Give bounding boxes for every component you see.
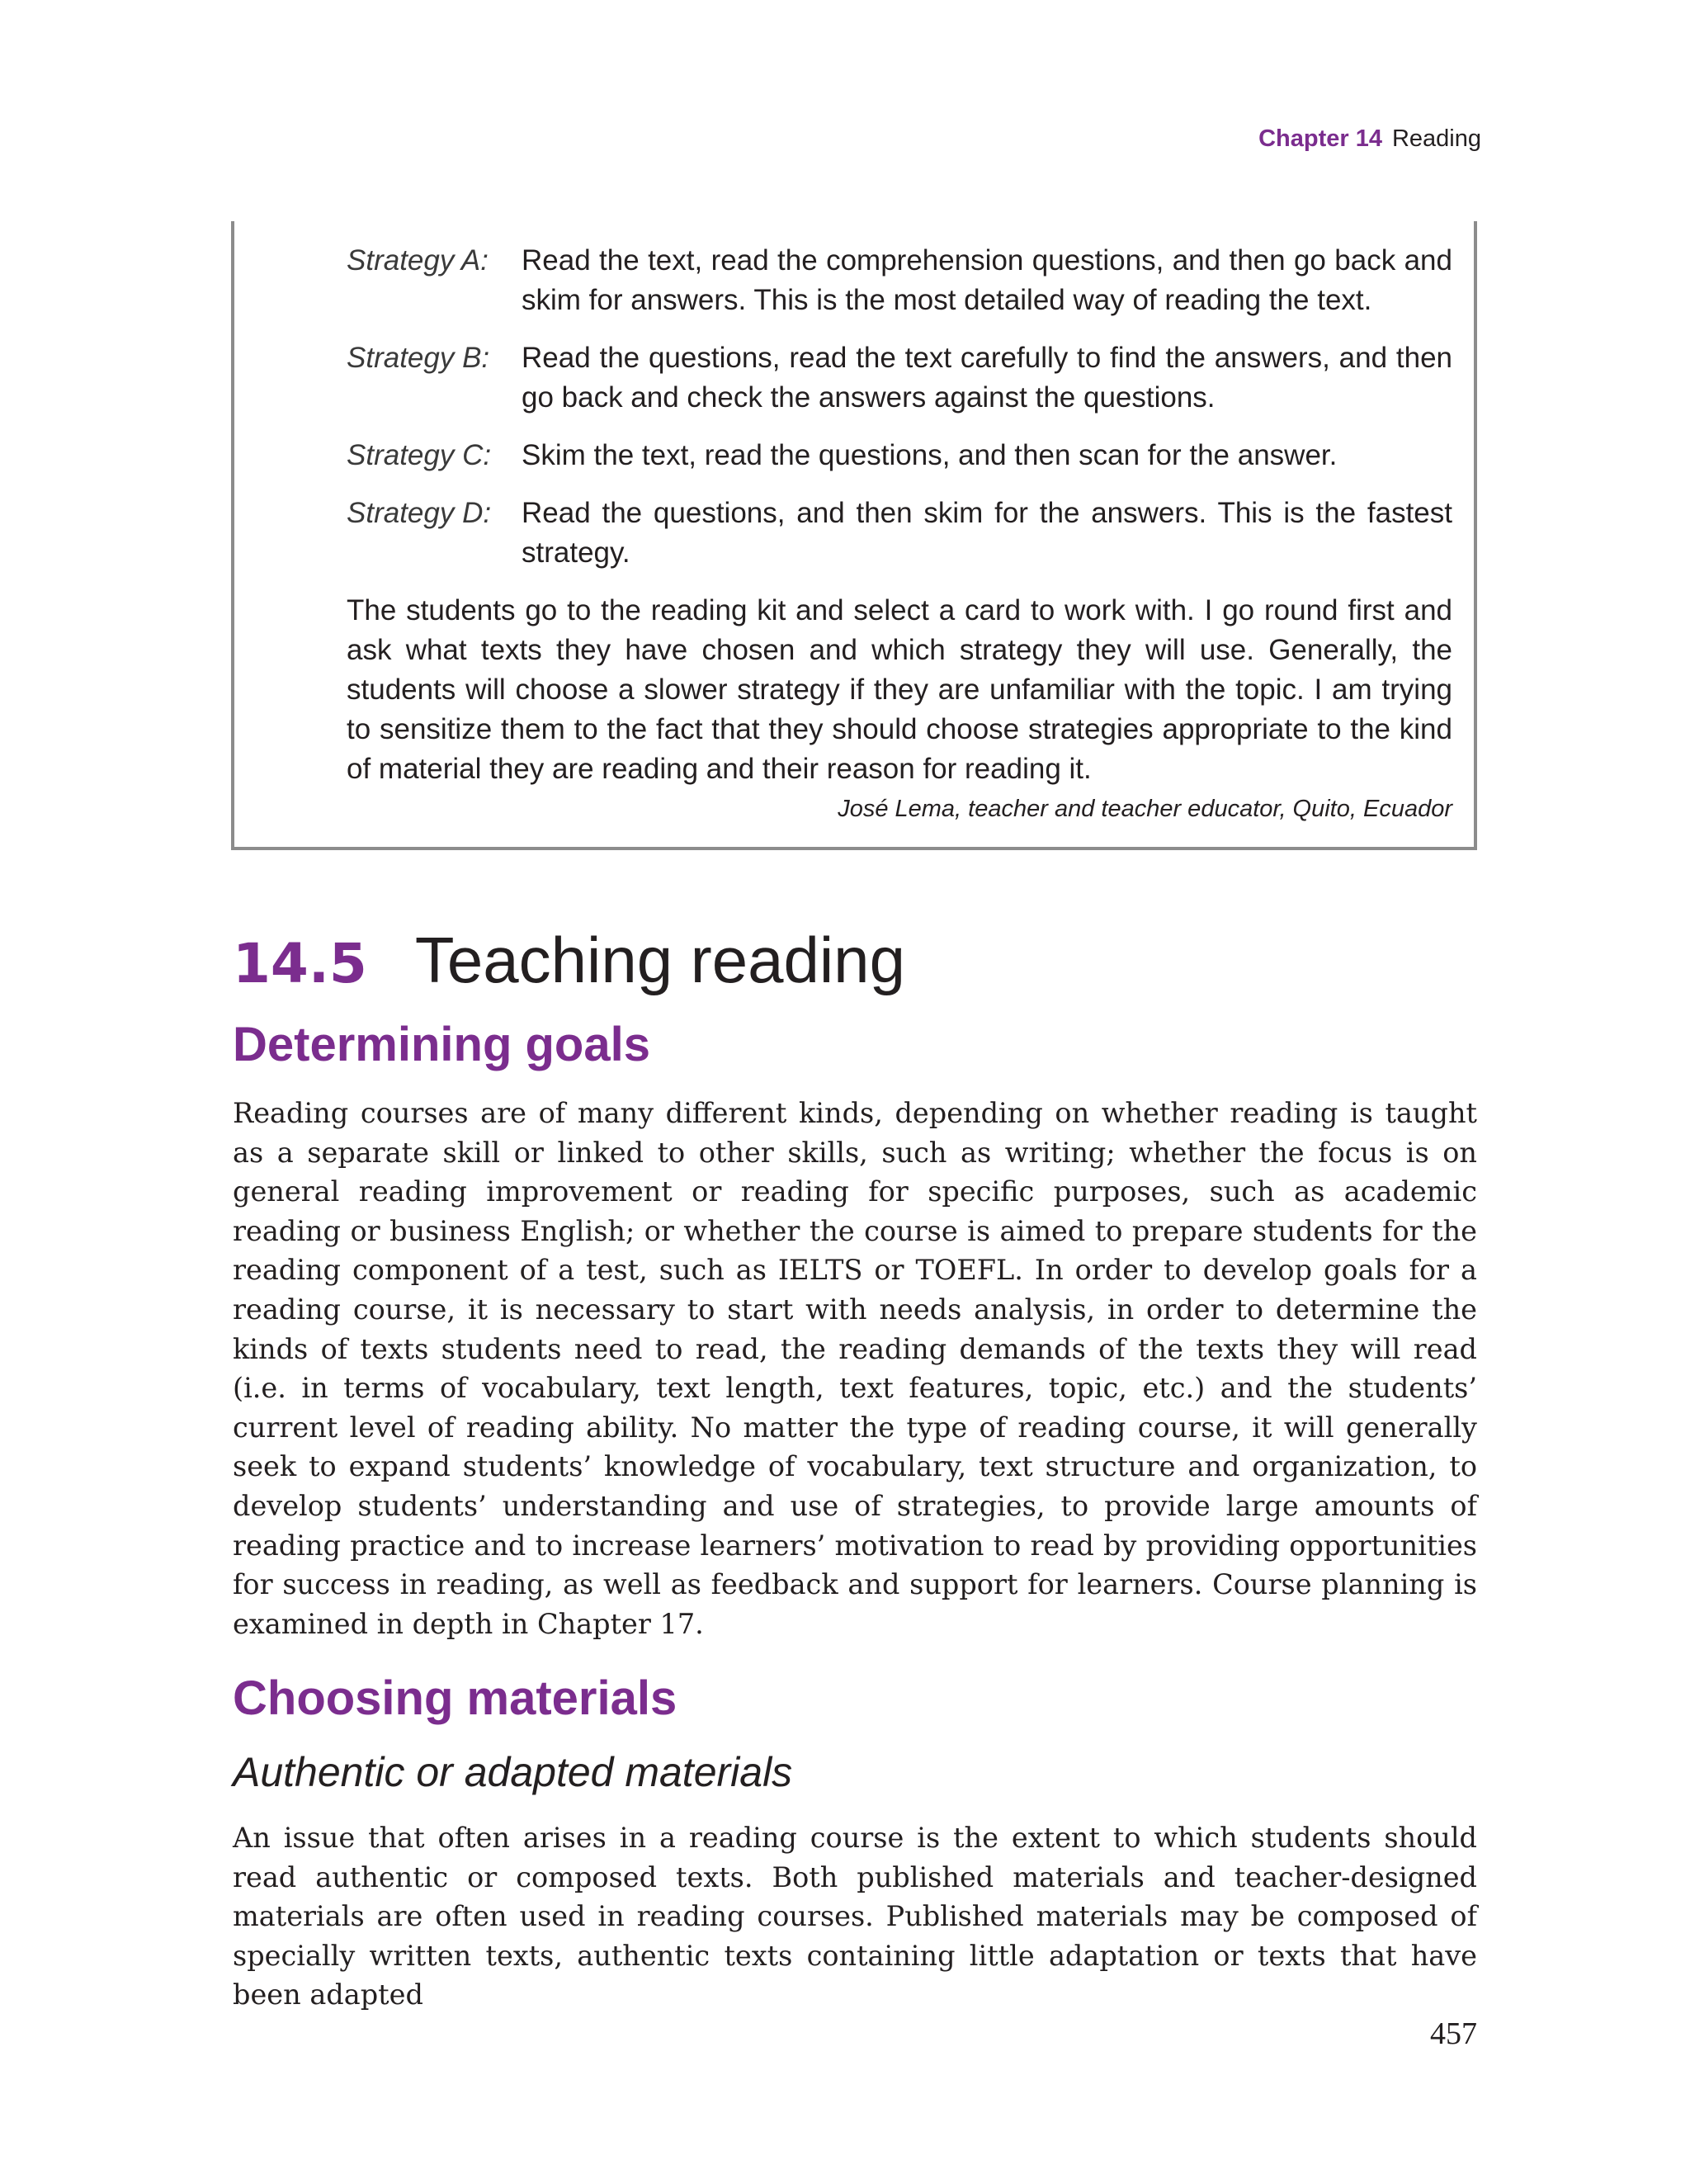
strategy-label: Strategy D: xyxy=(347,497,492,529)
quote-paragraph: The students go to the reading kit and select a card to work with. I go round first and ask what texts they have chosen and which strategy they will use. Generally, the students will choose a slower strategy if they are unfamiliar with the topic. I am trying to sensitize them to the fact that they should choose strategies appropriate to the kind of material they are reading and their reason for reading it. xyxy=(347,594,1452,785)
running-head xyxy=(1258,125,1481,153)
section-title: Teaching reading xyxy=(414,924,905,996)
strategy-text: Skim the text, read the questions, and then scan for the answer. xyxy=(522,439,1338,471)
running-head-chapter: Chapter 14 xyxy=(1258,125,1382,152)
strategy-label: Strategy A: xyxy=(347,244,489,277)
section-heading xyxy=(233,923,905,998)
teacher-quote-box xyxy=(231,221,1477,850)
strategy-text: Read the questions, and then skim for the answers. This is the fastest strategy. xyxy=(522,497,1452,569)
paragraph-choosing-materials: An issue that often arises in a reading course is the extent to which students should read authentic or composed texts. Both published materials and teacher-designed materials are often used in reading courses. Published materials may be composed of specially written texts, authentic texts containing little adaptation or texts that have been adapted xyxy=(233,1822,1477,2011)
section-number: 14.5 xyxy=(233,932,367,995)
strategy-item xyxy=(347,241,1452,320)
strategy-item xyxy=(347,494,1452,573)
strategy-text: Read the text, read the comprehension questions, and then go back and skim for answers. This is the most detailed way of reading the text. xyxy=(522,244,1452,316)
strategy-text: Read the questions, read the text carefully to find the answers, and then go back and check the answers against the questions. xyxy=(522,342,1452,414)
strategy-label: Strategy C: xyxy=(347,439,492,471)
running-head-title: Reading xyxy=(1391,125,1481,152)
strategy-item xyxy=(347,338,1452,418)
heading-choosing-materials: Choosing materials xyxy=(233,1671,677,1725)
paragraph-determining-goals: Reading courses are of many different kinds, depending on whether reading is taught as a separate skill or linked to other skills, such as writing; whether the focus is on general reading improvement or reading for specific purposes, such as academic reading or business English; or whether the course is aimed to prepare students for the reading component of a test, such as IELTS or TOEFL. In order to develop goals for a reading course, it is necessary to start with needs analysis, in order to determine the kinds of texts students need to read, the reading demands of the texts they will read (i.e. in terms of vocabulary, text length, text features, topic, etc.) and the students’ current level of reading ability. No matter the type of reading course, it will generally seek to expand students’ knowledge of vocabulary, text structure and organization, to develop students’ understanding and use of strategies, to provide large amounts of reading practice and to increase learners’ motivation to read by providing opportunities for success in reading, as well as feedback and support for learners. Course planning is examined in depth in Chapter 17. xyxy=(233,1097,1477,1640)
strategy-label: Strategy B: xyxy=(347,342,490,374)
strategy-item xyxy=(347,436,1452,475)
subheading-authentic-materials: Authentic or adapted materials xyxy=(233,1749,793,1795)
quote-attribution: José Lema, teacher and teacher educator, Quito, Ecuador xyxy=(838,796,1452,822)
page-number: 457 xyxy=(1430,2016,1477,2051)
quote-box-content xyxy=(347,241,1452,825)
heading-determining-goals: Determining goals xyxy=(233,1018,650,1071)
